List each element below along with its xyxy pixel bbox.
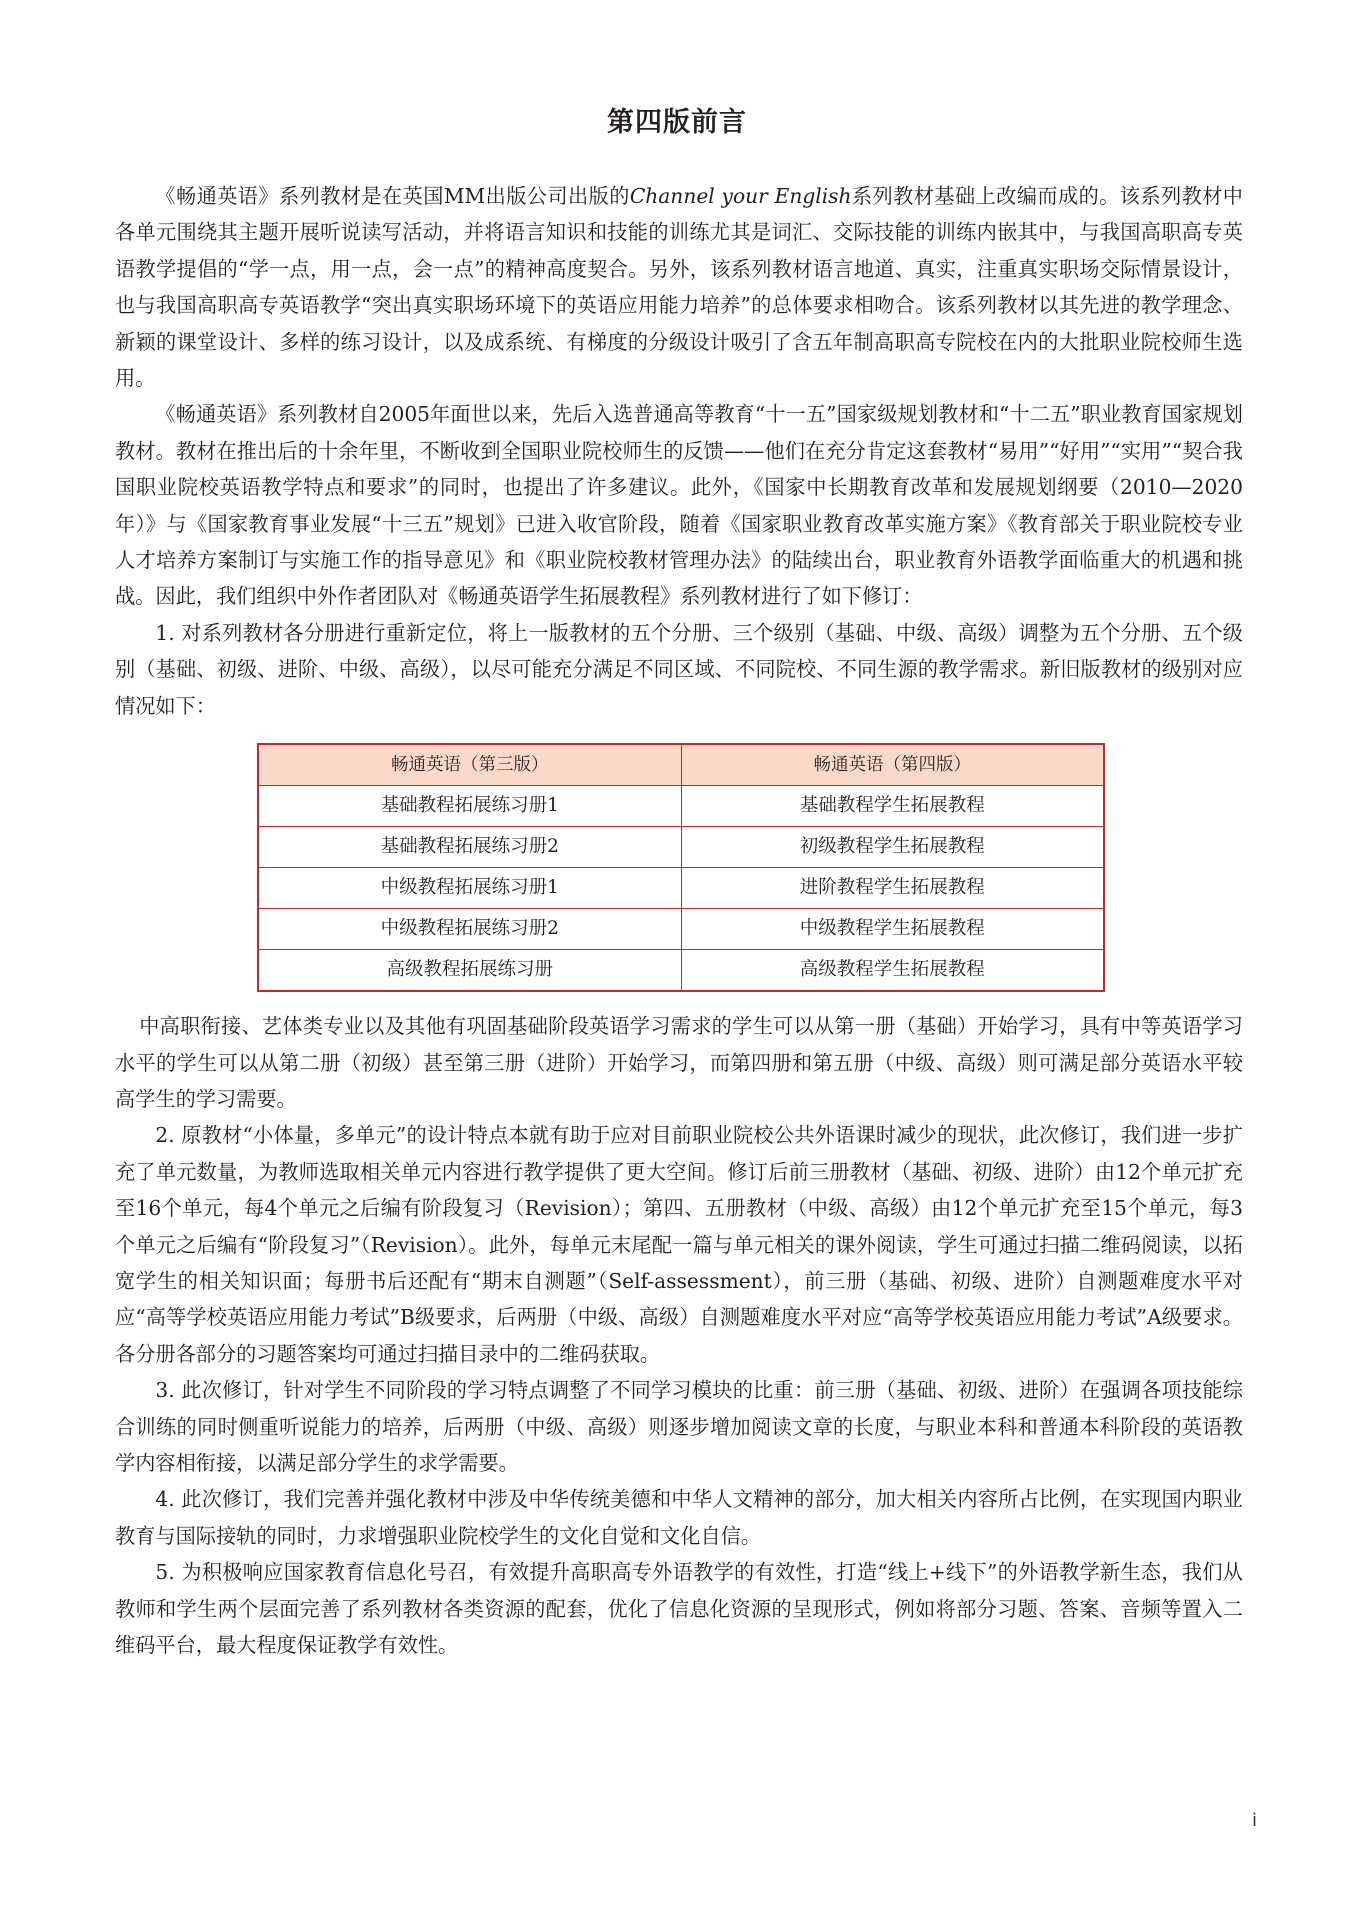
paragraph-3: 1. 对系列教材各分册进行重新定位，将上一版教材的五个分册、三个级别（基础、中级、高级）调整为五个分册、五个级别（基础、初级、进阶、中级、高级），以尽可能充分满足不同区域、不同院校、不同生源的教学需求。新旧版教材的级别对应情况如下： (115, 620, 1243, 718)
paragraph-2: 《畅通英语》系列教材自2005年面世以来，先后入选普通高等教育“十一五”国家级规划教材和“十二五”职业教育国家规划教材。教材在推出后的十余年里，不断收到全国职业院校师生的反馈——他们在充分肯定这套教材“易用”“好用”“实用”“契合我国职业院校英语教学特点和要求”的同时，也提出了许多建议。此外，《国家中长期教育改革和发展规划纲要（2010—2020年）》与《国家教育事业发展“十三五”规划》已进入收官阶段，随着《国家职业教育改革实施方案》《教育部关于职业院校专业人才培养方案制订与实施工作的指导意见》和《职业院校教材管理办法》的陆续出台，职业教育外语教学面临重大的机遇和挑战。因此，我们组织中外作者团队对《畅通英语学生拓展教程》系列教材进行了如下修订： (115, 402, 1243, 609)
table-row (258, 909, 1104, 950)
table-header-cell: 畅通英语（第四版） (681, 744, 1104, 786)
page-title: 第四版前言 (607, 107, 747, 138)
table-header-row (258, 744, 1104, 786)
table-cell: 基础教程学生拓展教程 (681, 786, 1104, 827)
table-row (258, 950, 1104, 992)
table-cell: 中级教程学生拓展教程 (681, 909, 1104, 950)
paragraph-8: 5. 为积极响应国家教育信息化号召，有效提升高职高专外语教学的有效性，打造“线上+线下”的外语教学新生态，我们从教师和学生两个层面完善了系列教材各类资源的配套，优化了信息化资源的呈现形式，例如将部分习题、答案、音频等置入二维码平台，最大程度保证教学有效性。 (115, 1560, 1243, 1657)
paragraph-7: 4. 此次修订，我们完善并强化教材中涉及中华传统美德和中华人文精神的部分，加大相关内容所占比例，在实现国内职业教育与国际接轨的同时，力求增强职业院校学生的文化自觉和文化自信。 (115, 1487, 1243, 1548)
paragraph-1 (115, 178, 1243, 396)
table-header-cell: 畅通英语（第三版） (258, 744, 681, 786)
paragraph-5: 2. 原教材“小体量，多单元”的设计特点本就有助于应对目前职业院校公共外语课时减少的现状，此次修订，我们进一步扩充了单元数量，为教师选取相关单元内容进行教学提供了更大空间。修订后前三册教材（基础、初级、进阶）由12个单元扩充至16个单元，每4个单元之后编有阶段复习（Revision）；第四、五册教材（中级、高级）由12个单元扩充至15个单元，每3个单元之后编有“阶段复习”（Revision）。此外，每单元末尾配一篇与单元相关的课外阅读，学生可通过扫描二维码阅读，以拓宽学生的相关知识面；每册书后还配有“期末自测题”（Self-assessment），前三册（基础、初级、进阶）自测题难度水平对应“高等学校英语应用能力考试”B级要求，后两册（中级、高级）自测题难度水平对应“高等学校英语应用能力考试”A级要求。各分册各部分的习题答案均可通过扫描目录中的二维码获取。 (115, 1123, 1243, 1366)
level-correspondence-table (257, 743, 1105, 992)
table-cell: 基础教程拓展练习册1 (258, 786, 681, 827)
table-row (258, 786, 1104, 827)
level-table-wrapper (257, 743, 1105, 992)
paragraph-1-end: 系列教材基础上改编而成的。该系列教材中各单元围绕其主题开展听说读写活动，并将语言知识和技能的训练尤其是词汇、交际技能的训练内嵌其中，与我国高职高专英语教学提倡的“学一点，用一点，会一点”的精神高度契合。另外，该系列教材语言地道、真实，注重真实职场交际情景设计，也与我国高职高专英语教学“突出真实职场环境下的英语应用能力培养”的总体要求相吻合。该系列教材以其先进的教学理念、新颖的课堂设计、多样的练习设计，以及成系统、有梯度的分级设计吸引了含五年制高职高专院校在内的大批职业院校师生选用。 (115, 184, 1243, 391)
table-cell: 中级教程拓展练习册1 (258, 868, 681, 909)
paragraph-4: 中高职衔接、艺体类专业以及其他有巩固基础阶段英语学习需求的学生可以从第一册（基础）开始学习，具有中等英语学习水平的学生可以从第二册（初级）甚至第三册（进阶）开始学习，而第四册和第五册（中级、高级）则可满足部分英语水平较高学生的学习需要。 (115, 1014, 1243, 1111)
table-cell: 高级教程拓展练习册 (258, 950, 681, 992)
table-cell: 初级教程学生拓展教程 (681, 827, 1104, 868)
paragraph-6: 3. 此次修订，针对学生不同阶段的学习特点调整了不同学习模块的比重：前三册（基础、初级、进阶）在强调各项技能综合训练的同时侧重听说能力的培养，后两册（中级、高级）则逐步增加阅读文章的长度，与职业本科和普通本科阶段的英语教学内容相衔接，以满足部分学生的求学需要。 (115, 1378, 1243, 1475)
table-cell: 高级教程学生拓展教程 (681, 950, 1104, 992)
page-number: i (1252, 1810, 1258, 1831)
preface-body (115, 178, 1243, 1663)
paragraph-1-start: 《畅通英语》系列教材是在英国MM出版公司出版的 (155, 184, 630, 208)
table-row (258, 827, 1104, 868)
table-cell: 中级教程拓展练习册2 (258, 909, 681, 950)
table-cell: 基础教程拓展练习册2 (258, 827, 681, 868)
book-title-italic: Channel your English (629, 184, 852, 208)
table-row (258, 868, 1104, 909)
table-cell: 进阶教程学生拓展教程 (681, 868, 1104, 909)
